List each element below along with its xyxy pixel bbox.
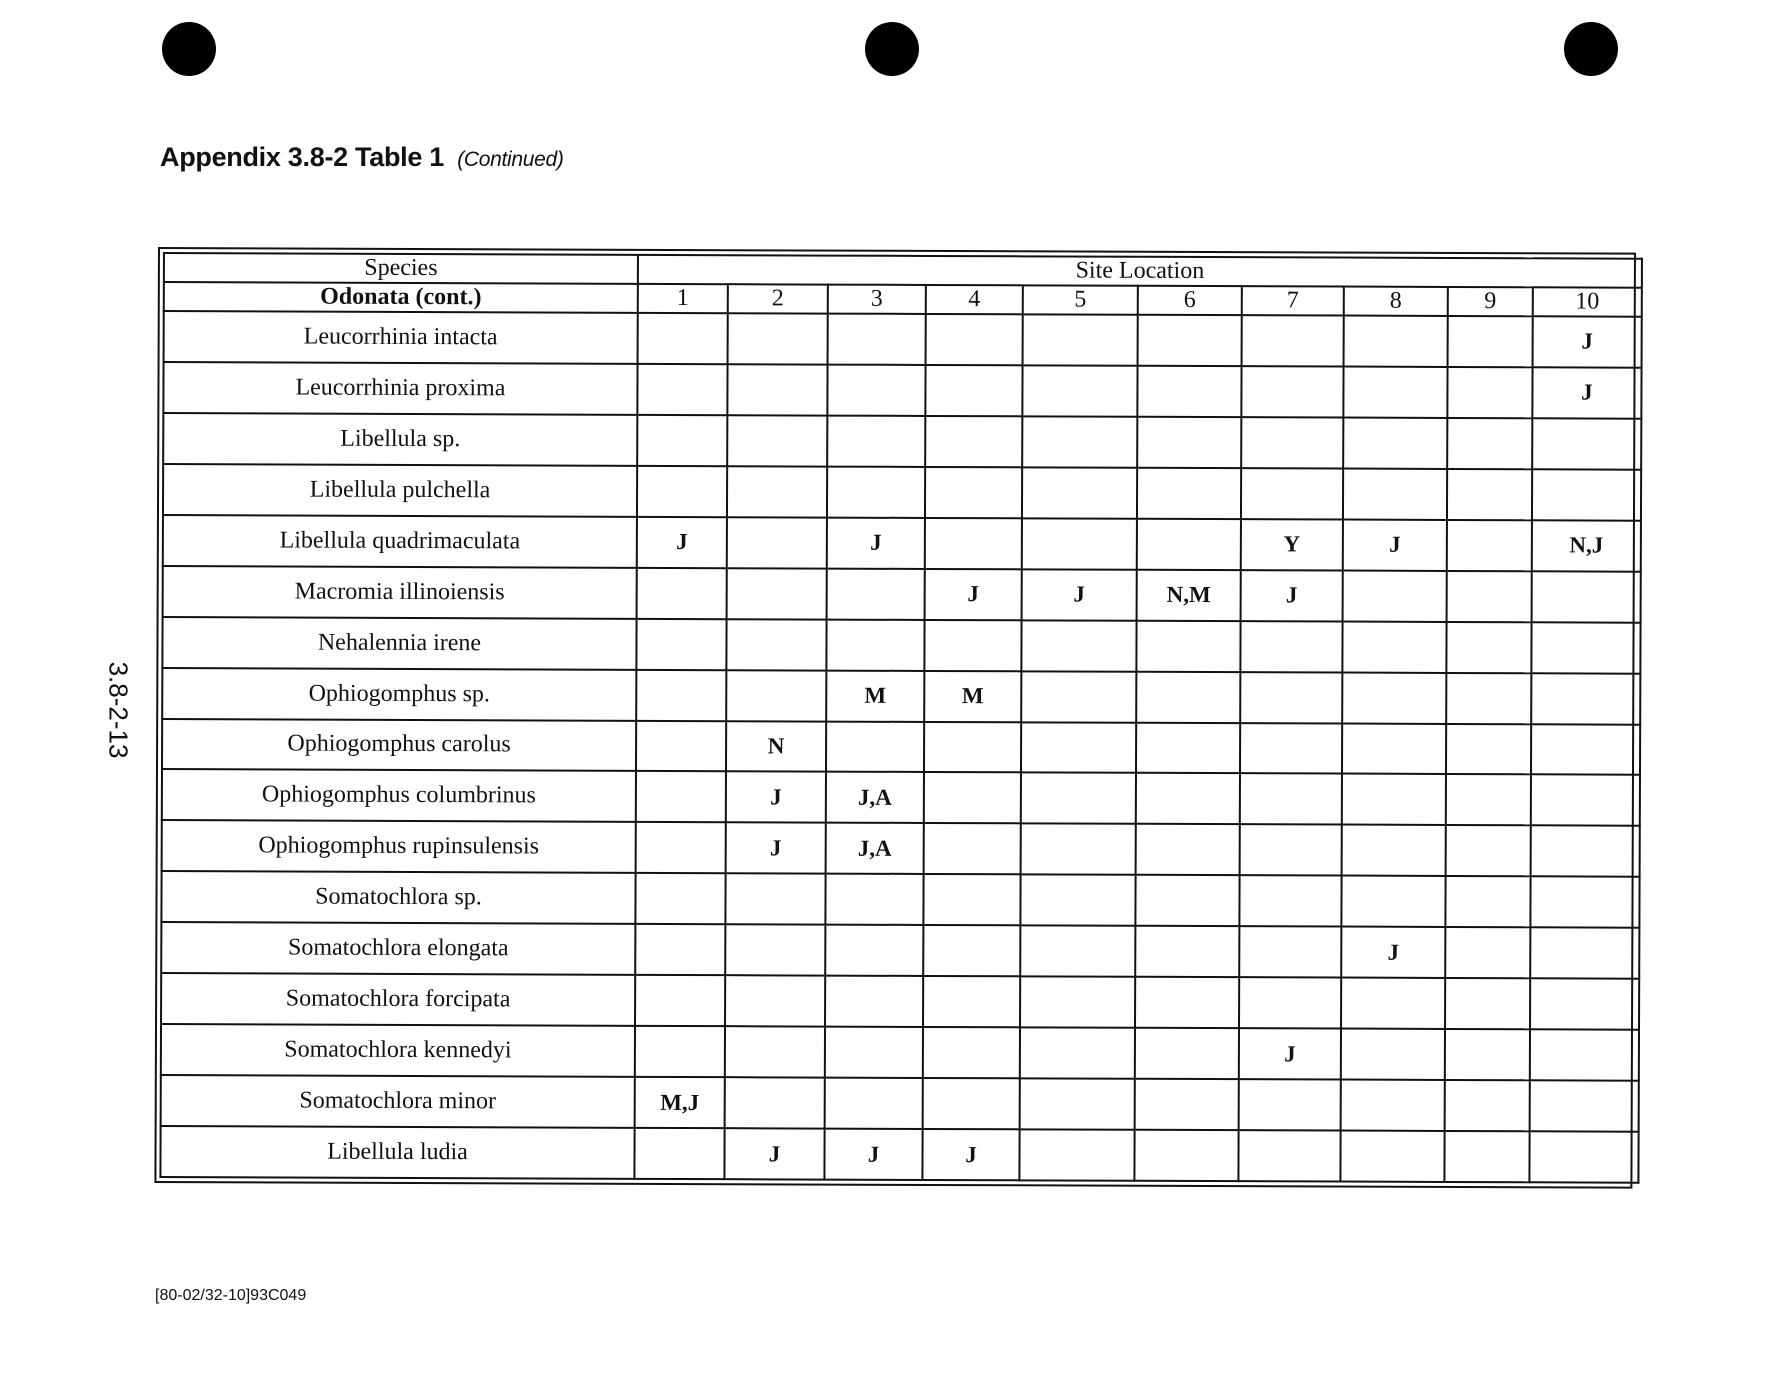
table-row <box>160 1126 1638 1183</box>
site-cell-6 <box>1135 926 1239 977</box>
site-cell-7 <box>1238 1130 1340 1181</box>
site-cell-3 <box>827 568 925 619</box>
site-cell-8 <box>1341 1080 1445 1131</box>
site-number-9: 9 <box>1448 287 1533 316</box>
site-cell-8 <box>1342 825 1446 876</box>
site-cell-3: J <box>827 517 925 568</box>
site-cell-1 <box>636 618 726 669</box>
species-name: Libellula pulchella <box>163 464 637 517</box>
site-cell-7 <box>1240 825 1342 876</box>
site-cell-8 <box>1343 417 1447 468</box>
site-number-3: 3 <box>828 285 926 314</box>
site-cell-10 <box>1529 1131 1638 1182</box>
site-cell-5: J <box>1022 569 1137 620</box>
site-cell-4 <box>924 620 1021 671</box>
species-name: Somatochlora forcipata <box>161 973 635 1026</box>
site-cell-2 <box>725 1026 825 1077</box>
site-cell-4 <box>925 518 1022 569</box>
site-cell-4 <box>925 365 1022 416</box>
table-row <box>161 973 1639 1030</box>
table-row <box>163 362 1641 419</box>
site-cell-9 <box>1446 673 1531 724</box>
site-cell-2 <box>727 517 827 568</box>
site-number-10: 10 <box>1533 287 1642 316</box>
site-cell-7 <box>1239 1079 1341 1130</box>
site-cell-6 <box>1137 519 1241 570</box>
site-cell-8 <box>1341 978 1445 1029</box>
site-cell-6 <box>1135 977 1239 1028</box>
site-cell-6 <box>1137 468 1241 519</box>
species-name: Macromia illinoiensis <box>163 566 637 619</box>
site-cell-2 <box>727 415 827 466</box>
species-name: Ophiogomphus rupinsulensis <box>162 820 636 873</box>
site-cell-3 <box>825 925 923 976</box>
species-name: Libellula sp. <box>163 413 637 466</box>
table-row <box>163 413 1641 470</box>
site-cell-8 <box>1341 876 1445 927</box>
table-row <box>163 515 1641 572</box>
species-name: Somatochlora kennedyi <box>161 1024 635 1077</box>
site-cell-10 <box>1531 826 1640 877</box>
site-number-5: 5 <box>1023 285 1138 314</box>
site-cell-1 <box>637 364 727 415</box>
site-cell-1 <box>636 771 726 822</box>
title-main: Appendix 3.8-2 Table 1 <box>160 142 444 172</box>
species-name: Somatochlora elongata <box>161 922 635 975</box>
site-cell-6 <box>1136 620 1240 671</box>
table-row <box>161 922 1639 979</box>
site-cell-5 <box>1022 467 1137 518</box>
page-title <box>160 142 564 173</box>
site-cell-9 <box>1447 469 1532 520</box>
site-cell-1 <box>635 975 725 1026</box>
site-cell-9 <box>1446 825 1531 876</box>
site-cell-7 <box>1241 366 1343 417</box>
site-cell-5 <box>1020 1078 1135 1129</box>
site-cell-3 <box>825 874 923 925</box>
site-cell-9 <box>1447 367 1532 418</box>
site-cell-2 <box>727 466 827 517</box>
site-cell-3: J <box>824 1129 922 1180</box>
site-cell-7 <box>1241 417 1343 468</box>
site-cell-1 <box>636 822 726 873</box>
site-cell-3: J,A <box>826 823 924 874</box>
site-cell-10 <box>1531 622 1640 673</box>
site-cell-2: J <box>726 772 826 823</box>
site-cell-7 <box>1241 468 1343 519</box>
site-cell-3 <box>826 721 924 772</box>
site-cell-5 <box>1021 824 1136 875</box>
species-table-frame <box>154 247 1636 1189</box>
site-cell-10 <box>1530 1080 1639 1131</box>
site-cell-4 <box>923 1027 1020 1078</box>
site-cell-9 <box>1446 723 1531 774</box>
site-cell-7 <box>1242 315 1344 366</box>
site-cell-7 <box>1239 875 1341 926</box>
document-code: [80-02/32-10]93C049 <box>155 1287 307 1304</box>
site-cell-5 <box>1020 1027 1135 1078</box>
table-row <box>162 719 1640 776</box>
site-cell-2: J <box>724 1128 824 1179</box>
site-cell-10 <box>1531 775 1640 826</box>
site-cell-10 <box>1531 724 1640 775</box>
title-continued: (Continued) <box>457 148 564 171</box>
site-cell-4 <box>925 416 1022 467</box>
site-cell-4 <box>923 1078 1020 1129</box>
site-cell-8 <box>1342 723 1446 774</box>
table-row <box>163 566 1641 623</box>
species-name: Nehalennia irene <box>162 617 636 670</box>
site-cell-7 <box>1239 977 1341 1028</box>
species-name: Somatochlora minor <box>161 1075 635 1128</box>
site-cell-5 <box>1020 977 1135 1028</box>
site-cell-7 <box>1240 723 1342 774</box>
site-cell-3 <box>827 415 925 466</box>
site-cell-6 <box>1137 417 1241 468</box>
site-cell-7 <box>1239 926 1341 977</box>
site-cell-9 <box>1447 571 1532 622</box>
site-cell-8: J <box>1341 927 1445 978</box>
site-cell-1 <box>635 1026 725 1077</box>
site-cell-8 <box>1341 1029 1445 1080</box>
site-cell-2 <box>726 670 826 721</box>
site-cell-6 <box>1136 773 1240 824</box>
site-cell-1: M,J <box>635 1077 725 1128</box>
site-cell-9 <box>1444 1131 1529 1182</box>
table-body <box>160 311 1641 1183</box>
site-cell-2 <box>725 975 825 1026</box>
site-cell-2 <box>728 313 828 364</box>
site-cell-3: J,A <box>826 772 924 823</box>
site-cell-5 <box>1021 671 1136 722</box>
site-cell-2 <box>725 873 825 924</box>
site-cell-8 <box>1344 316 1448 367</box>
site-cell-8 <box>1343 366 1447 417</box>
site-cell-6 <box>1135 1028 1239 1079</box>
site-cell-6: N,M <box>1137 569 1241 620</box>
site-cell-1 <box>637 568 727 619</box>
site-cell-2 <box>725 924 825 975</box>
site-number-1: 1 <box>638 284 728 313</box>
site-cell-1 <box>634 1128 724 1179</box>
table-row <box>162 820 1640 877</box>
site-cell-10 <box>1530 877 1639 928</box>
site-cell-2 <box>726 619 826 670</box>
site-cell-10 <box>1530 1029 1639 1080</box>
group-label: Odonata (cont.) <box>164 282 638 313</box>
site-cell-3 <box>827 466 925 517</box>
site-cell-6 <box>1136 722 1240 773</box>
site-cell-7 <box>1240 774 1342 825</box>
site-cell-7: J <box>1241 570 1343 621</box>
table-row <box>162 668 1640 725</box>
site-cell-4 <box>924 823 1021 874</box>
site-cell-10 <box>1532 571 1641 622</box>
site-cell-8 <box>1342 621 1446 672</box>
site-cell-9 <box>1445 978 1530 1029</box>
species-name: Ophiogomphus columbrinus <box>162 769 636 822</box>
site-cell-4 <box>926 314 1023 365</box>
species-table <box>159 252 1643 1184</box>
site-cell-4: M <box>924 671 1021 722</box>
site-cell-5 <box>1021 620 1136 671</box>
site-cell-1 <box>638 313 728 364</box>
site-cell-3 <box>825 1078 923 1129</box>
site-cell-5 <box>1021 773 1136 824</box>
site-cell-9 <box>1446 622 1531 673</box>
site-cell-8 <box>1342 672 1446 723</box>
species-name: Leucorrhinia proxima <box>163 362 637 415</box>
table-row <box>162 617 1640 674</box>
site-cell-1 <box>637 466 727 517</box>
site-number-8: 8 <box>1344 287 1448 316</box>
site-cell-4 <box>923 925 1020 976</box>
site-cell-3 <box>828 314 926 365</box>
site-cell-8 <box>1343 570 1447 621</box>
site-cell-5 <box>1023 314 1138 365</box>
site-cell-6 <box>1138 315 1242 366</box>
species-name: Leucorrhinia intacta <box>164 311 638 364</box>
site-cell-10: J <box>1533 316 1642 367</box>
site-cell-5 <box>1022 518 1137 569</box>
site-cell-1 <box>636 720 726 771</box>
site-cell-9 <box>1446 774 1531 825</box>
site-cell-10 <box>1530 978 1639 1029</box>
site-cell-6 <box>1135 1079 1239 1130</box>
site-cell-6 <box>1135 875 1239 926</box>
site-cell-5 <box>1020 926 1135 977</box>
site-cell-7: Y <box>1241 519 1343 570</box>
site-cell-5 <box>1021 722 1136 773</box>
site-cell-1 <box>635 924 725 975</box>
site-cell-9 <box>1448 316 1533 367</box>
site-cell-3 <box>826 619 924 670</box>
site-cell-8 <box>1342 774 1446 825</box>
site-cell-5 <box>1019 1129 1134 1180</box>
site-cell-2 <box>725 1077 825 1128</box>
site-cell-9 <box>1447 520 1532 571</box>
site-cell-4: J <box>922 1129 1019 1180</box>
species-name: Ophiogomphus sp. <box>162 668 636 721</box>
site-number-6: 6 <box>1138 286 1242 315</box>
site-cell-6 <box>1134 1130 1238 1181</box>
site-cell-9 <box>1445 927 1530 978</box>
site-cell-10: J <box>1532 367 1641 418</box>
site-cell-3 <box>827 365 925 416</box>
species-name: Libellula ludia <box>160 1126 634 1179</box>
site-cell-6 <box>1136 671 1240 722</box>
site-cell-9 <box>1447 418 1532 469</box>
punch-hole-center <box>865 22 919 76</box>
punch-hole-right <box>1564 22 1618 76</box>
site-cell-8 <box>1340 1131 1444 1182</box>
site-cell-2 <box>727 568 827 619</box>
site-cell-4 <box>924 721 1021 772</box>
site-cell-10 <box>1530 928 1639 979</box>
site-cell-4: J <box>925 569 1022 620</box>
site-cell-7 <box>1240 672 1342 723</box>
site-number-7: 7 <box>1242 286 1344 315</box>
punch-hole-left <box>162 22 216 76</box>
site-cell-9 <box>1445 1029 1530 1080</box>
site-cell-9 <box>1445 876 1530 927</box>
species-header: Species <box>164 253 638 284</box>
site-cell-4 <box>923 976 1020 1027</box>
site-cell-2 <box>727 364 827 415</box>
species-name: Somatochlora sp. <box>161 871 635 924</box>
site-cell-6 <box>1137 366 1241 417</box>
site-cell-8 <box>1343 468 1447 519</box>
site-cell-4 <box>924 772 1021 823</box>
site-cell-1 <box>635 873 725 924</box>
site-cell-10 <box>1532 469 1641 520</box>
site-cell-1 <box>636 669 726 720</box>
site-cell-3: M <box>826 670 924 721</box>
site-cell-5 <box>1022 365 1137 416</box>
site-cell-8: J <box>1343 519 1447 570</box>
site-cell-2: N <box>726 721 826 772</box>
table-row <box>161 1024 1639 1081</box>
table-row <box>161 871 1639 928</box>
site-cell-7: J <box>1239 1028 1341 1079</box>
site-cell-3 <box>825 1027 923 1078</box>
table-row <box>163 464 1641 521</box>
species-name: Ophiogomphus carolus <box>162 719 636 772</box>
site-cell-1 <box>637 415 727 466</box>
site-cell-7 <box>1240 621 1342 672</box>
table-row <box>164 311 1642 368</box>
site-cell-9 <box>1445 1080 1530 1131</box>
table-row <box>162 769 1640 826</box>
site-cell-4 <box>925 467 1022 518</box>
site-cell-6 <box>1136 824 1240 875</box>
site-cell-10 <box>1532 418 1641 469</box>
site-number-4: 4 <box>926 285 1023 314</box>
page-number: 3.8-2-13 <box>103 661 134 759</box>
site-cell-3 <box>825 976 923 1027</box>
table-row <box>161 1075 1639 1132</box>
site-cell-10 <box>1531 673 1640 724</box>
site-number-2: 2 <box>728 284 828 313</box>
site-cell-5 <box>1022 416 1137 467</box>
site-cell-4 <box>923 874 1020 925</box>
site-cell-10: N,J <box>1532 520 1641 571</box>
site-location-header: Site Location <box>638 255 1642 288</box>
site-cell-1: J <box>637 517 727 568</box>
species-name: Libellula quadrimaculata <box>163 515 637 568</box>
site-cell-5 <box>1020 875 1135 926</box>
site-cell-2: J <box>726 823 826 874</box>
